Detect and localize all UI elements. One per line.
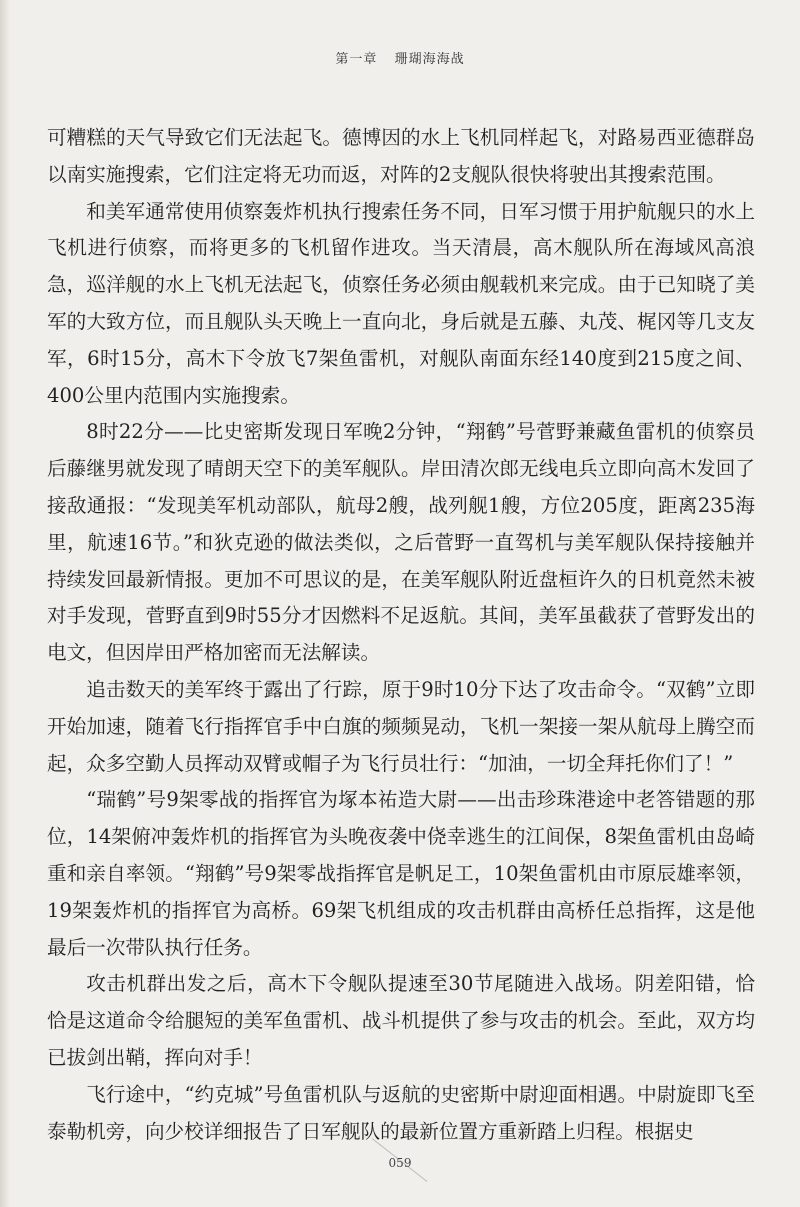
paragraph: “瑞鹤”号9架零战的指挥官为塚本祐造大尉——出击珍珠港途中老答错题的那位，14架俯冲轰炸机的指挥官为头晚夜袭中侥幸逃生的江间保，8架鱼雷机由岛崎重和亲自率领。“翔鹤”号9架零战指挥官是帆足工，10架鱼雷机由市原辰雄率领，19架轰炸机的指挥官为高桥。69架飞机组成的攻击机群由高桥任总指挥，这是他最后一次带队执行任务。 — [47, 788, 755, 959]
paragraph: 8时22分——比史密斯发现日军晚2分钟，“翔鹤”号菅野兼藏鱼雷机的侦察员后藤继男就发现了晴朗天空下的美军舰队。岸田清次郎无线电兵立即向高木发回了接敌通报：“发现美军机动部队，航母2艘，战列舰1艘，方位205度，距离235海里，航速16节。”和狄克逊的做法类似，之后菅野一直驾机与美军舰队保持接触并持续发回最新情报。更加不可思议的是，在美军舰队附近盘桓许久的日机竟然未被对手发现，菅野直到9时55分才因燃料不足返航。其间，美军虽截获了菅野发出的电文，但因岸田严格加密而无法解读。 — [47, 420, 755, 665]
page-number: 059 — [388, 1156, 412, 1170]
running-head — [0, 48, 800, 67]
chapter-title: 珊瑚海海战 — [394, 52, 465, 67]
paragraph: 攻击机群出发之后，高木下令舰队提速至30节尾随进入战场。阴差阳错，恰恰是这道命令给腿短的美军鱼雷机、战斗机提供了参与攻击的机会。至此，双方均已拔剑出鞘，挥向对手！ — [47, 972, 755, 1069]
paragraph: 追击数天的美军终于露出了行踪，原于9时10分下达了攻击命令。“双鹤”立即开始加速，随着飞行指挥官手中白旗的频频晃动，飞机一架接一架从航母上腾空而起，众多空勤人员挥动双臂或帽子为飞行员壮行：“加油，一切全拜托你们了！” — [47, 677, 755, 775]
chapter-label: 第一章 — [335, 52, 378, 67]
body-text — [47, 120, 755, 1150]
page-edge-shadow — [0, 0, 10, 1207]
paragraph: 和美军通常使用侦察轰炸机执行搜索任务不同，日军习惯于用护航舰只的水上飞机进行侦察，而将更多的飞机留作进攻。当天清晨，高木舰队所在海域风高浪急，巡洋舰的水上飞机无法起飞，侦察任务必须由舰载机来完成。由于已知晓了美军的大致方位，而且舰队头天晚上一直向北，身后就是五藤、丸茂、梶冈等几支友军，6时15分，高木下令放飞7架鱼雷机，对舰队南面东经140度到215度之间、400公里内范围内实施搜索。 — [47, 199, 755, 407]
paragraph-continued: 可糟糕的天气导致它们无法起飞。德博因的水上飞机同样起飞，对路易西亚德群岛以南实施搜索，它们注定将无功而返，对阵的2支舰队很快将驶出其搜索范围。 — [47, 126, 755, 186]
paragraph: 飞行途中，“约克城”号鱼雷机队与返航的史密斯中尉迎面相遇。中尉旋即飞至泰勒机旁，向少校详细报告了日军舰队的最新位置方重新踏上归程。根据史 — [47, 1082, 755, 1143]
